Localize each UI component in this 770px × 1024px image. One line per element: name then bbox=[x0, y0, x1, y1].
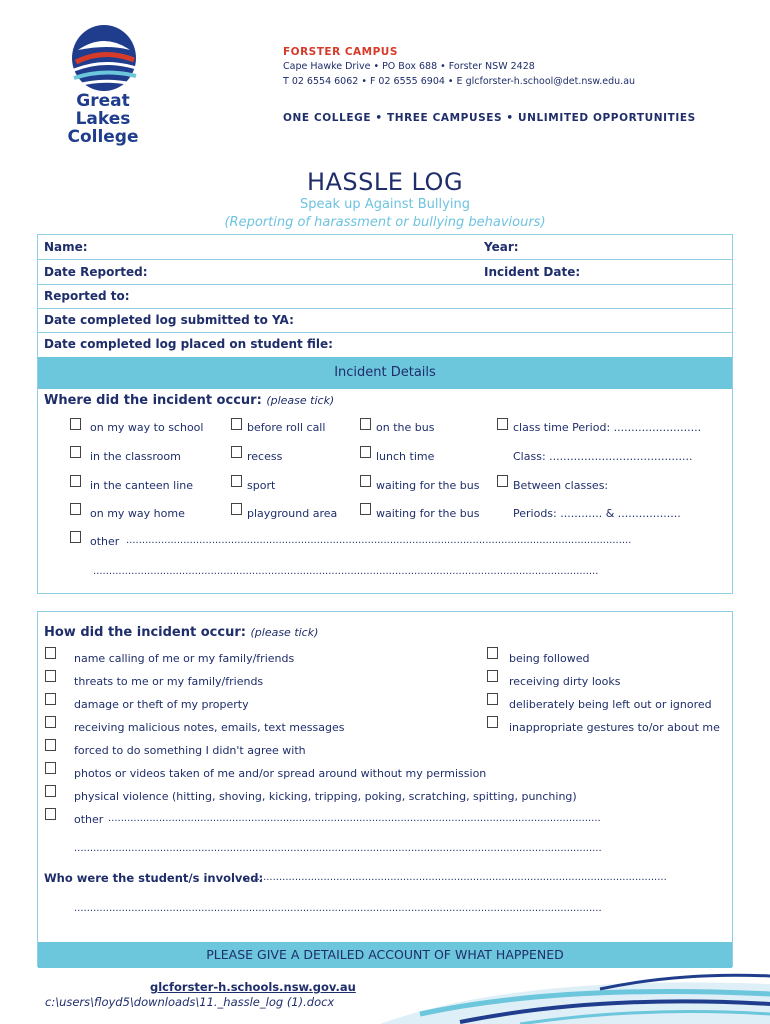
checkbox-name-calling[interactable] bbox=[45, 647, 56, 659]
checkbox-way-to-school[interactable] bbox=[70, 418, 81, 430]
checkbox-dirty-looks[interactable] bbox=[487, 670, 498, 682]
option-canteen-line: in the canteen line bbox=[90, 479, 194, 492]
other-location-line2[interactable]: ............................................................................................................................................................... bbox=[93, 566, 599, 577]
row-reported-to bbox=[38, 285, 732, 309]
option-dirty-looks: receiving dirty looks bbox=[509, 675, 621, 688]
where-title-text: Where did the incident occur: bbox=[44, 393, 262, 408]
option-malicious-notes: receiving malicious notes, emails, text messages bbox=[74, 721, 345, 734]
footer-file-path: c:\users\floyd5\downloads\11._hassle_log (1).docx bbox=[45, 995, 335, 1009]
option-between-classes: Between classes: bbox=[513, 479, 609, 492]
logo-text bbox=[48, 92, 158, 146]
how-title-text: How did the incident occur: bbox=[44, 625, 246, 640]
option-gestures: inappropriate gestures to/or about me bbox=[509, 721, 720, 734]
who-involved-line[interactable]: ..................................................................................................................................... bbox=[244, 872, 667, 883]
option-waiting-bus-2: waiting for the bus bbox=[376, 507, 480, 520]
option-classroom: in the classroom bbox=[90, 450, 181, 463]
checkbox-lunch-time[interactable] bbox=[360, 446, 371, 458]
incident-date-label: Incident Date: bbox=[484, 265, 581, 279]
checkbox-left-out[interactable] bbox=[487, 693, 498, 705]
checkbox-physical-violence[interactable] bbox=[45, 785, 56, 797]
row-name bbox=[38, 235, 732, 260]
checkbox-gestures[interactable] bbox=[487, 716, 498, 728]
option-being-followed: being followed bbox=[509, 652, 590, 665]
option-other-location: other bbox=[90, 535, 120, 548]
page-title: HASSLE LOG bbox=[306, 168, 464, 196]
option-waiting-bus-1: waiting for the bus bbox=[376, 479, 480, 492]
incident-form-box bbox=[37, 234, 733, 594]
reported-to-label: Reported to: bbox=[44, 289, 130, 303]
checkbox-before-roll-call[interactable] bbox=[231, 418, 242, 430]
checkbox-forced[interactable] bbox=[45, 739, 56, 751]
option-other-how: other bbox=[74, 813, 104, 826]
where-title bbox=[44, 393, 334, 408]
checkbox-other-how[interactable] bbox=[45, 808, 56, 820]
option-way-to-school: on my way to school bbox=[90, 421, 204, 434]
option-physical-violence: physical violence (hitting, shoving, kicking, tripping, poking, scratching, spitting, punching) bbox=[74, 790, 577, 803]
campus-address: Cape Hawke Drive • PO Box 688 • Forster NSW 2428 bbox=[283, 61, 535, 72]
logo-line1: Great Lakes bbox=[75, 91, 131, 129]
option-recess: recess bbox=[247, 450, 283, 463]
option-periods: Periods: ............ & .................. bbox=[513, 507, 681, 520]
option-name-calling: name calling of me or my family/friends bbox=[74, 652, 295, 665]
other-how-line2[interactable]: ...................................................................................................................................................................... bbox=[74, 843, 602, 854]
checkbox-classroom[interactable] bbox=[70, 446, 81, 458]
page-subtitle: Speak up Against Bullying bbox=[300, 197, 470, 212]
campus-name: FORSTER CAMPUS bbox=[283, 46, 398, 58]
where-hint: (please tick) bbox=[266, 394, 335, 407]
option-damage-theft: damage or theft of my property bbox=[74, 698, 249, 711]
page-subtitle-note: (Reporting of harassment or bullying behaviours) bbox=[224, 215, 546, 230]
footer-wave-graphic bbox=[0, 964, 770, 1024]
checkbox-recess[interactable] bbox=[231, 446, 242, 458]
option-on-bus: on the bus bbox=[376, 421, 435, 434]
campus-contacts: T 02 6554 6062 • F 02 6555 6904 • E glcforster-h.school@det.nsw.edu.au bbox=[283, 76, 636, 87]
checkbox-malicious-notes[interactable] bbox=[45, 716, 56, 728]
checkbox-photos-videos[interactable] bbox=[45, 762, 56, 774]
who-involved-label: Who were the student/s involved: bbox=[44, 871, 264, 885]
other-location-line[interactable]: ............................................................................................................................................................... bbox=[126, 535, 632, 546]
checkbox-damage-theft[interactable] bbox=[45, 693, 56, 705]
checkbox-other-location[interactable] bbox=[70, 531, 81, 543]
checkbox-class-time[interactable] bbox=[497, 418, 508, 430]
logo-emblem-icon bbox=[48, 22, 158, 102]
name-label: Name: bbox=[44, 240, 88, 254]
year-label: Year: bbox=[484, 240, 519, 254]
option-playground: playground area bbox=[247, 507, 338, 520]
date-reported-label: Date Reported: bbox=[44, 265, 148, 279]
account-header: PLEASE GIVE A DETAILED ACCOUNT OF WHAT HAPPENED bbox=[38, 942, 732, 968]
submitted-to-ya-label: Date completed log submitted to YA: bbox=[44, 313, 294, 327]
checkbox-way-home[interactable] bbox=[70, 503, 81, 515]
how-incident-box bbox=[37, 611, 733, 967]
who-involved-line2[interactable]: ...................................................................................................................................................................... bbox=[74, 903, 602, 914]
option-sport: sport bbox=[247, 479, 276, 492]
option-lunch-time: lunch time bbox=[376, 450, 435, 463]
checkbox-playground[interactable] bbox=[231, 503, 242, 515]
how-hint: (please tick) bbox=[250, 626, 319, 639]
option-forced: forced to do something I didn't agree with bbox=[74, 744, 306, 757]
logo-line2: College bbox=[67, 127, 139, 147]
checkbox-threats[interactable] bbox=[45, 670, 56, 682]
checkbox-canteen-line[interactable] bbox=[70, 475, 81, 487]
incident-details-header: Incident Details bbox=[38, 357, 732, 389]
option-class-time-period: class time Period: ......................... bbox=[513, 421, 702, 434]
option-left-out: deliberately being left out or ignored bbox=[509, 698, 712, 711]
option-photos-videos: photos or videos taken of me and/or spread around without my permission bbox=[74, 767, 487, 780]
option-class: Class: ......................................... bbox=[513, 450, 693, 463]
placed-on-file-label: Date completed log placed on student file: bbox=[44, 337, 333, 351]
checkbox-waiting-bus-1[interactable] bbox=[360, 475, 371, 487]
checkbox-on-bus[interactable] bbox=[360, 418, 371, 430]
college-logo bbox=[48, 22, 158, 147]
college-motto: ONE COLLEGE • THREE CAMPUSES • UNLIMITED OPPORTUNITIES bbox=[283, 112, 696, 124]
checkbox-waiting-bus-2[interactable] bbox=[360, 503, 371, 515]
checkbox-between-classes[interactable] bbox=[497, 475, 508, 487]
footer-website-link[interactable]: glcforster-h.schools.nsw.gov.au bbox=[150, 980, 356, 994]
checkbox-being-followed[interactable] bbox=[487, 647, 498, 659]
how-title bbox=[44, 625, 318, 640]
checkbox-sport[interactable] bbox=[231, 475, 242, 487]
option-threats: threats to me or my family/friends bbox=[74, 675, 264, 688]
option-before-roll-call: before roll call bbox=[247, 421, 326, 434]
other-how-line[interactable]: ........................................................................................................................................................... bbox=[108, 813, 601, 824]
option-way-home: on my way home bbox=[90, 507, 185, 520]
